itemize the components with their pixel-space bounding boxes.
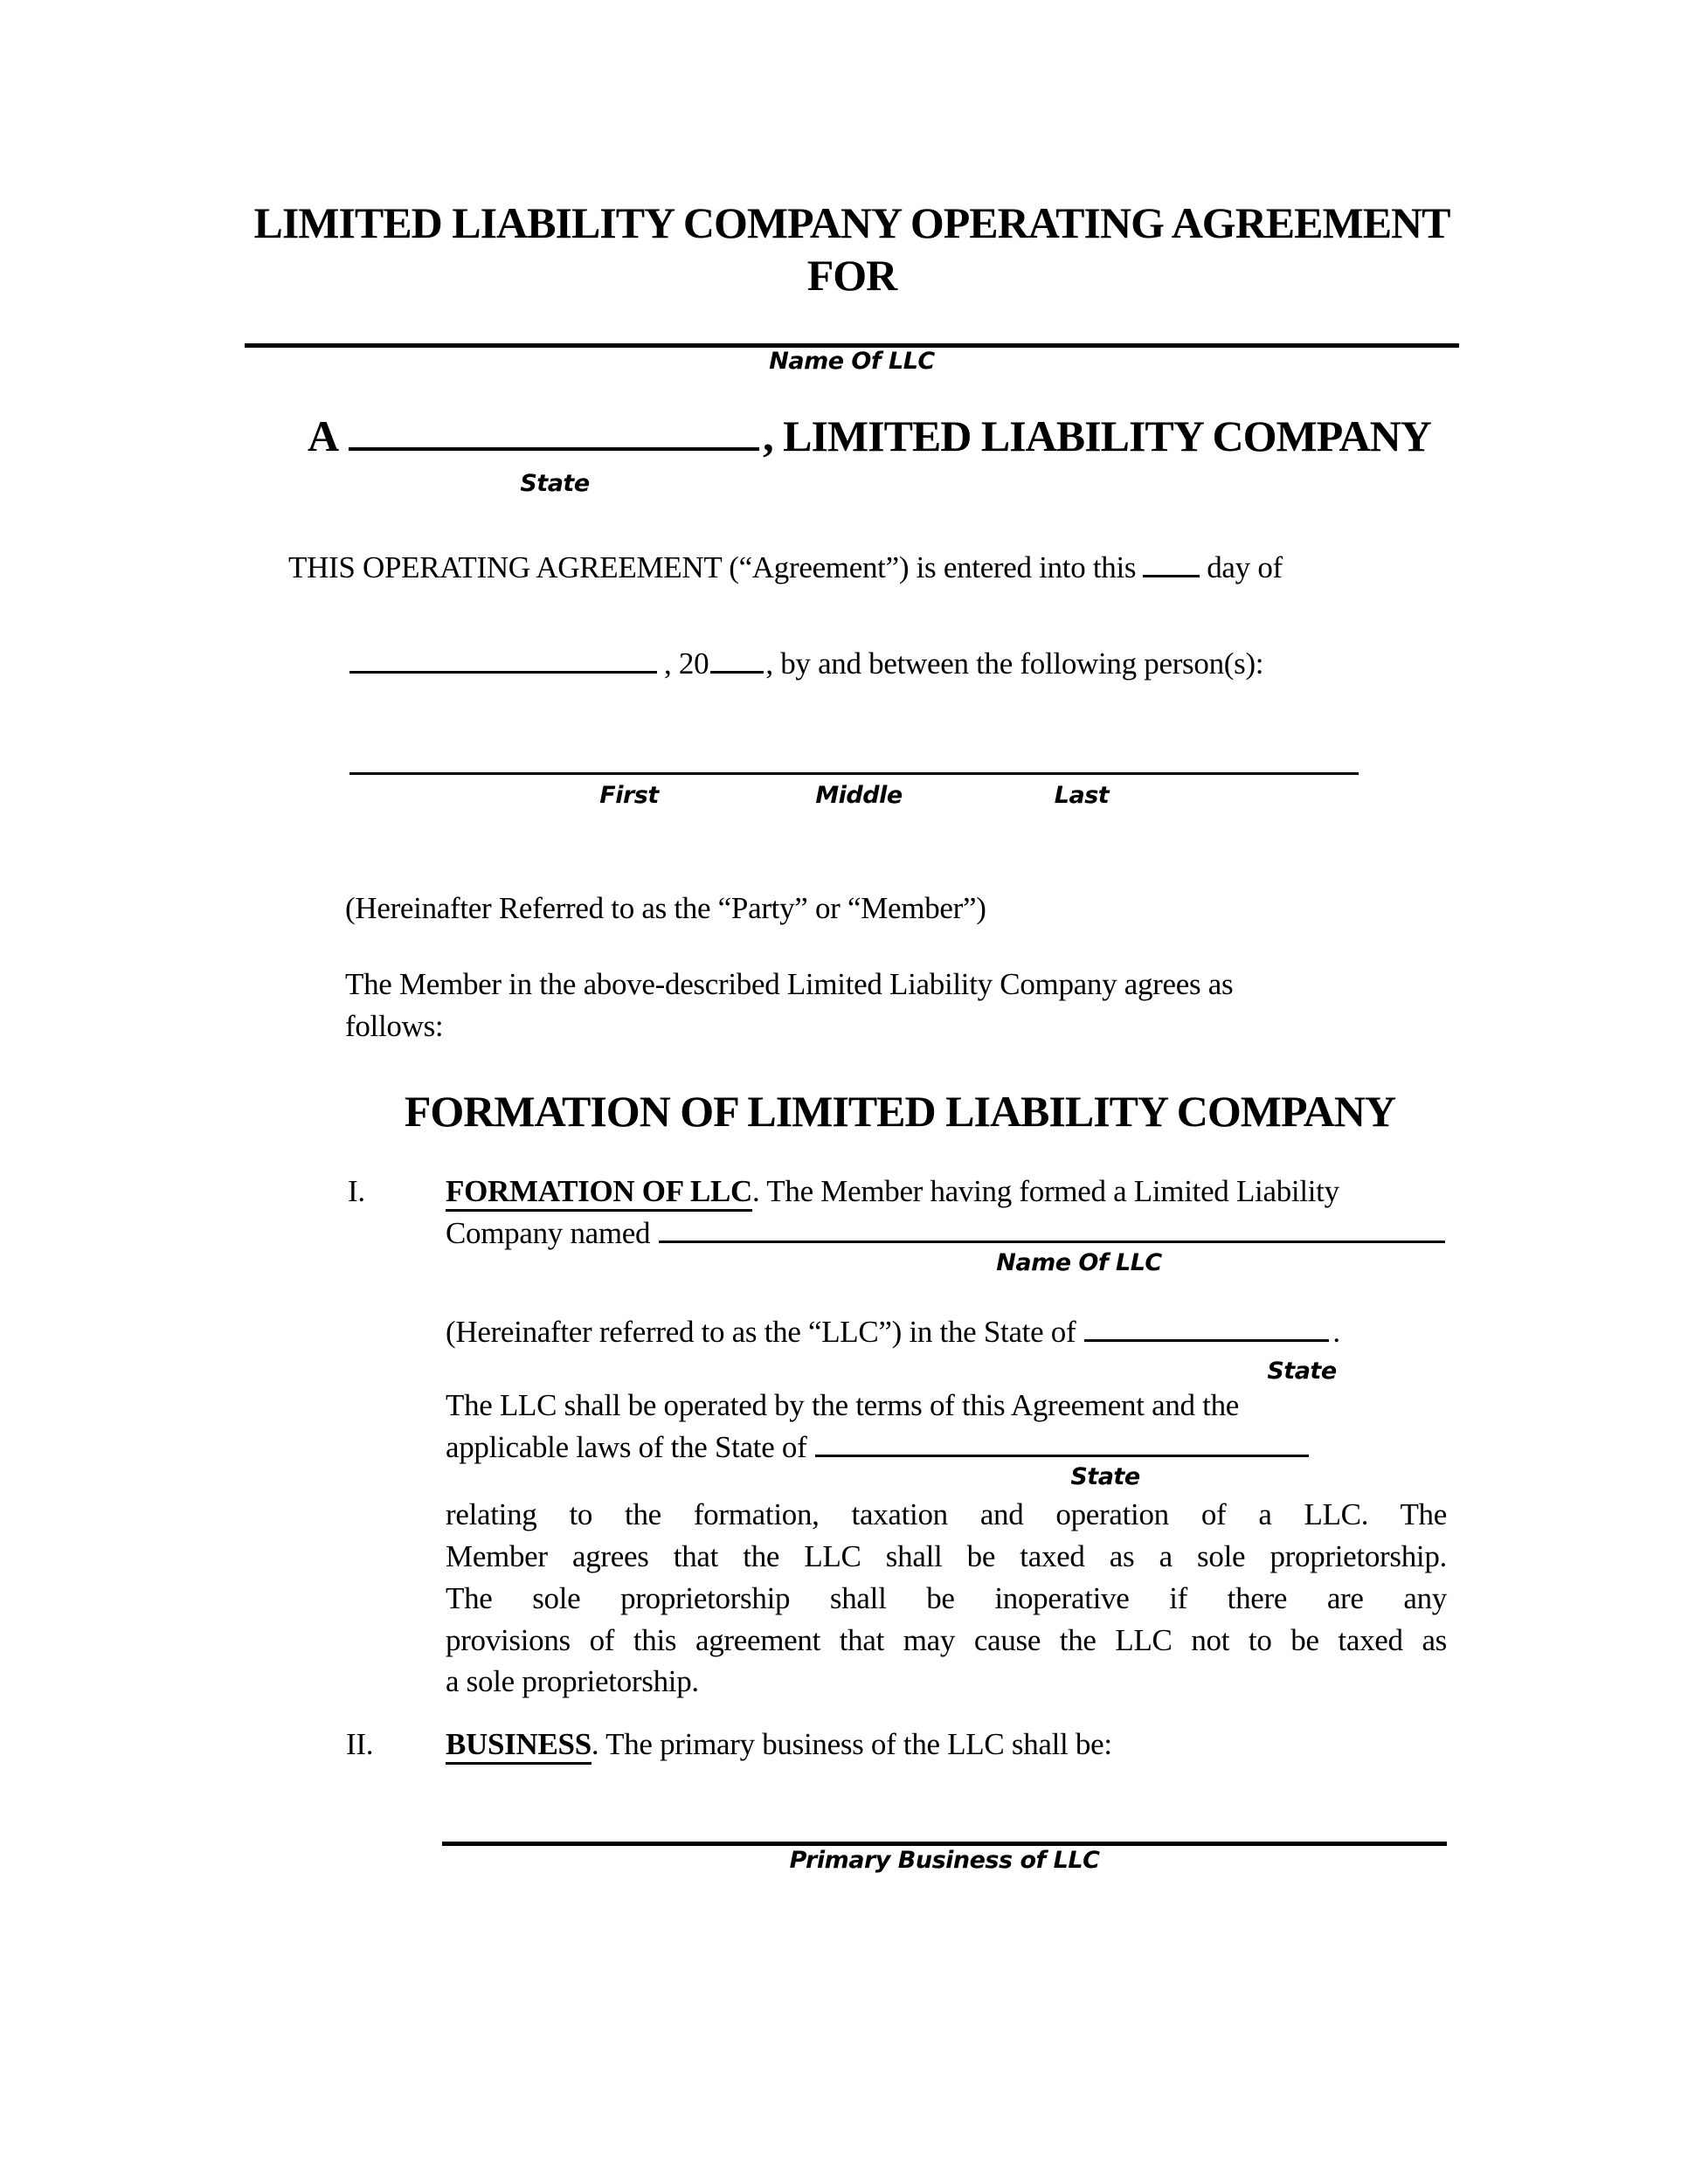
section-1-number: I. <box>348 1174 365 1208</box>
intro-line-1 <box>288 552 1283 583</box>
llc-name-blank-field <box>659 1237 1445 1243</box>
name-of-llc-caption-2: Name Of LLC <box>996 1249 1162 1276</box>
section-1-para-line-5: a sole proprietorship. <box>446 1664 699 1698</box>
laws-state-blank-field <box>815 1451 1309 1457</box>
section-2-title: BUSINESS <box>446 1727 591 1765</box>
formation-heading: FORMATION OF LIMITED LIABILITY COMPANY <box>404 1087 1396 1136</box>
state-caption-1: State <box>520 470 590 497</box>
last-name-caption: Last <box>1054 782 1110 809</box>
section-1-para-line-2: Member agrees that the LLC shall be taxed as a sole proprietorship. <box>446 1539 1447 1573</box>
state-llc-prefix: A <box>308 411 339 460</box>
middle-name-caption: Middle <box>815 782 903 809</box>
first-name-caption: First <box>599 782 659 809</box>
section-1-line-2 <box>446 1218 1449 1248</box>
intro-line-2 <box>349 648 1263 679</box>
intro-line-1-tail: day of <box>1207 550 1283 584</box>
member-agrees-line-2: follows: <box>345 1009 444 1043</box>
intro-line-2-tail: , by and between the following person(s): <box>765 646 1264 681</box>
llc-state-blank-field <box>1084 1336 1329 1342</box>
intro-line-2-year-prefix: , 20 <box>664 646 709 681</box>
section-1-line-3 <box>446 1317 1340 1347</box>
section-1-title-rest: . The Member having formed a Limited Liability <box>752 1174 1339 1208</box>
llc-state-text: (Hereinafter referred to as the “LLC”) in the State of <box>446 1315 1076 1349</box>
document-title-line-2: FOR <box>806 251 897 300</box>
section-1-line-4: The LLC shall be operated by the terms of this Agreement and the <box>446 1388 1240 1422</box>
section-1-para-line-1: relating to the formation, taxation and operation of a LLC. The <box>446 1497 1447 1531</box>
state-llc-suffix: , LIMITED LIABILITY COMPANY <box>763 411 1431 460</box>
month-blank-field <box>349 667 657 674</box>
section-2-title-rest: . The primary business of the LLC shall be: <box>591 1727 1112 1761</box>
section-1-line-1 <box>446 1176 1339 1206</box>
document-title-line-1: LIMITED LIABILITY COMPANY OPERATING AGREEMENT <box>253 198 1450 247</box>
section-2-number: II. <box>346 1727 374 1761</box>
day-blank-field <box>1143 571 1200 577</box>
hereinafter-party-line: (Hereinafter Referred to as the “Party” or “Member”) <box>345 891 986 925</box>
state-caption-3: State <box>1070 1463 1140 1490</box>
state-caption-2: State <box>1267 1358 1337 1385</box>
person-name-rule <box>349 772 1359 775</box>
section-1-para-line-3: The sole proprietorship shall be inoperative if there are any <box>446 1581 1447 1615</box>
llc-state-period: . <box>1332 1315 1340 1349</box>
name-of-llc-caption: Name Of LLC <box>769 348 935 375</box>
primary-business-caption: Primary Business of LLC <box>789 1847 1100 1874</box>
section-1-title: FORMATION OF LLC <box>446 1174 752 1212</box>
section-2-line-1 <box>446 1729 1112 1759</box>
state-blank-field <box>349 444 759 451</box>
section-1-para-line-4: provisions of this agreement that may cause the LLC not to be taxed as <box>446 1623 1447 1657</box>
company-named-text: Company named <box>446 1216 651 1250</box>
section-1-line-5 <box>446 1432 1312 1462</box>
state-llc-line <box>308 411 1431 460</box>
member-agrees-line-1: The Member in the above-described Limited Liability Company agrees as <box>345 967 1234 1001</box>
year-blank-field <box>710 667 764 674</box>
applicable-laws-text: applicable laws of the State of <box>446 1430 807 1464</box>
primary-business-rule <box>442 1842 1447 1846</box>
intro-line-1-text: THIS OPERATING AGREEMENT (“Agreement”) is entered into this <box>288 550 1137 584</box>
